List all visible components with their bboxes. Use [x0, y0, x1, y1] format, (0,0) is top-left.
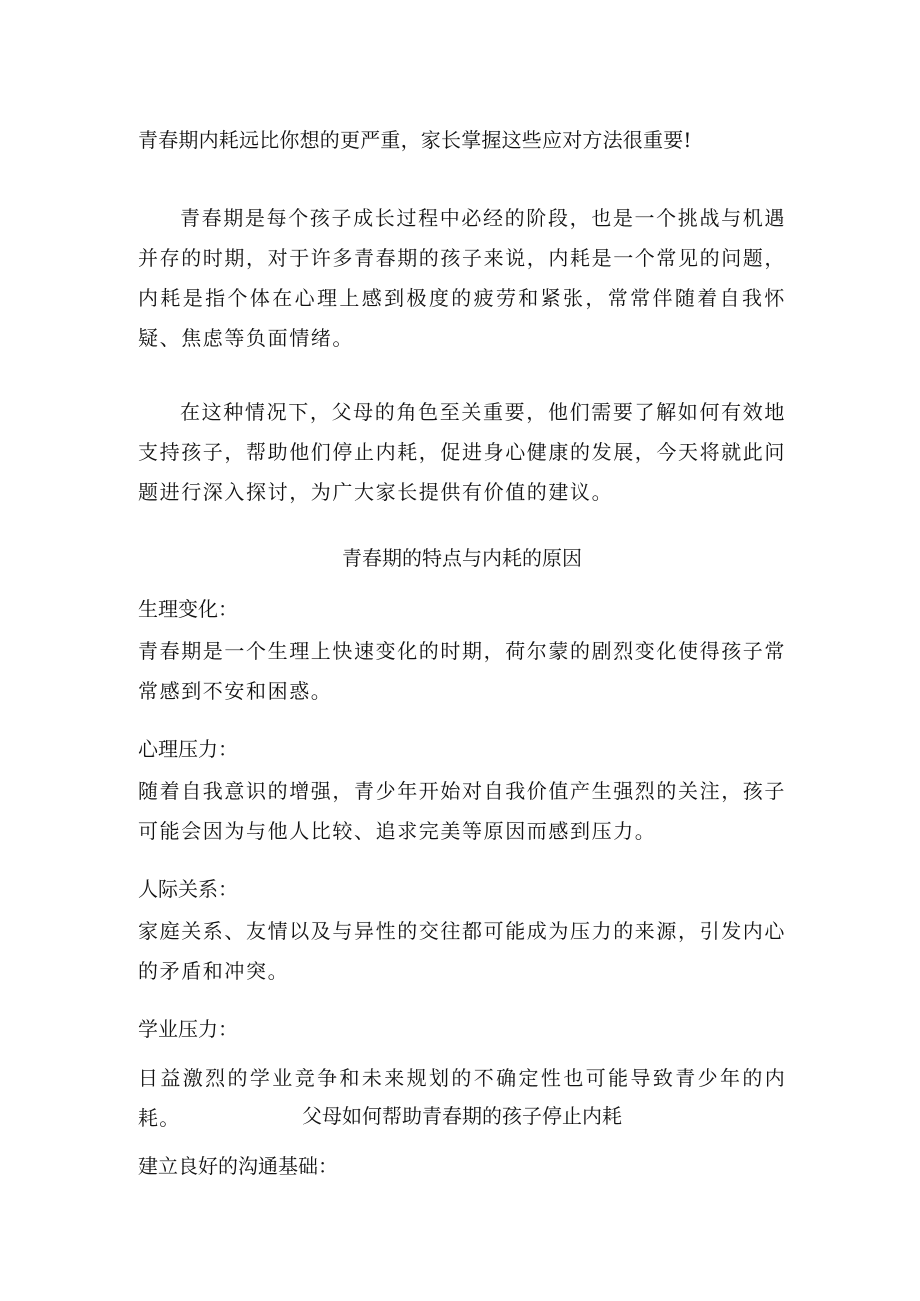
subheading-academic: 学业压力：: [138, 1017, 238, 1041]
intro-paragraph-1: 青春期是每个孩子成长过程中必经的阶段，也是一个挑战与机遇并存的时期，对于许多青春期的孩子来说，内耗是一个常见的问题，内耗是指个体在心理上感到极度的疲劳和紧张，常常伴随着自我怀疑、焦虑等负面情绪。: [138, 206, 786, 350]
section-heading-parents: 父母如何帮助青春期的孩子停止内耗: [302, 1104, 622, 1128]
text-academic: 日益激烈的学业竞争和未来规划的不确定性也可能导致青少年的内耗。: [138, 1066, 786, 1130]
subheading-psychological: 心理压力：: [138, 737, 238, 761]
section-heading-causes: 青春期的特点与内耗的原因: [342, 546, 582, 570]
subheading-communication: 建立良好的沟通基础：: [138, 1154, 338, 1178]
text-relationships: 家庭关系、友情以及与异性的交往都可能成为压力的来源，引发内心的矛盾和冲突。: [138, 919, 786, 983]
text-psychological: 随着自我意识的增强，青少年开始对自我价值产生强烈的关注，孩子可能会因为与他人比较、追求完美等原因而感到压力。: [138, 779, 786, 843]
subheading-physiological: 生理变化：: [138, 597, 238, 621]
intro-paragraph-2: 在这种情况下，父母的角色至关重要，他们需要了解如何有效地支持孩子，帮助他们停止内耗，促进身心健康的发展，今天将就此问题进行深入探讨，为广大家长提供有价值的建议。: [138, 400, 786, 504]
article-title: 青春期内耗远比你想的更严重，家长掌握这些应对方法很重要!: [138, 128, 692, 152]
subheading-relationships: 人际关系：: [138, 877, 238, 901]
text-physiological: 青春期是一个生理上快速变化的时期，荷尔蒙的剧烈变化使得孩子常常感到不安和困惑。: [138, 639, 786, 703]
